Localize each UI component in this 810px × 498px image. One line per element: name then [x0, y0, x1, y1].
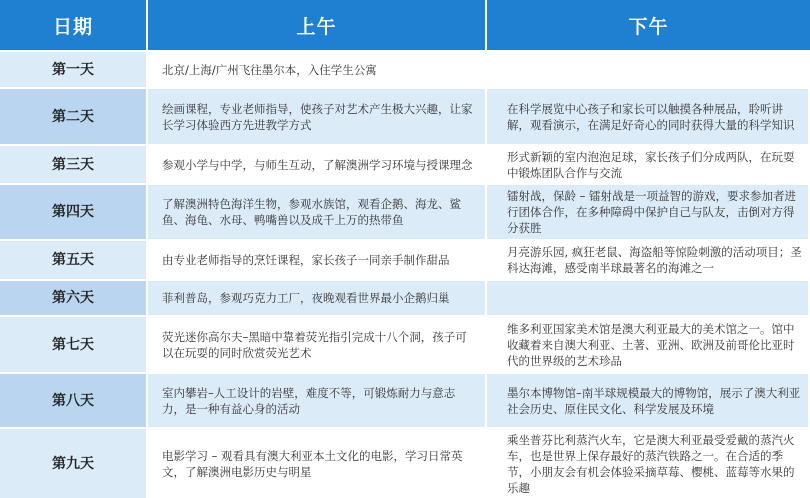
afternoon-cell: 在科学展览中心孩子和家长可以触摸各种展品，聆听讲解，观看演示，在满足好奇心的同时获得大量的科学知识: [487, 87, 810, 144]
day-cell: 第七天: [0, 315, 148, 372]
header-morning: 上午: [148, 0, 487, 50]
day-cell: 第四天: [0, 183, 148, 239]
table-row: [0, 279, 810, 315]
day-cell: 第一天: [0, 50, 148, 87]
morning-cell: 电影学习 – 观看具有澳大利亚本土文化的电影，学习日常英文，了解澳洲电影历史与明星: [148, 427, 487, 498]
table-row: [0, 315, 810, 372]
table-row: [0, 87, 810, 144]
afternoon-cell: 维多利亚国家美术馆是澳大利亚最大的美术馆之一。馆中收藏着来自澳大利亚、土著、亚洲、欧洲及前哥伦比亚时代的世界级的艺术珍品: [487, 315, 810, 372]
morning-cell: 了解澳洲特色海洋生物，参观水族馆，观看企鹅、海龙、鲨鱼、海龟、水母、鸭嘴兽以及成千上万的热带鱼: [148, 183, 487, 239]
day-cell: 第六天: [0, 279, 148, 315]
table-row: [0, 144, 810, 183]
header-date: 日期: [0, 0, 148, 50]
afternoon-cell: [487, 279, 810, 315]
table-row: [0, 183, 810, 239]
afternoon-cell: 乘坐普芬比利蒸汽火车，它是澳大利亚最受爱戴的蒸汽火车，也是世界上保存最好的蒸汽铁路之一。在合适的季节，小朋友会有机会体验采摘草莓、樱桃、蓝莓等水果的乐趣: [487, 427, 810, 498]
afternoon-cell: [487, 50, 810, 87]
table-row: [0, 239, 810, 279]
schedule-header: [0, 0, 810, 50]
table-row: [0, 427, 810, 498]
morning-cell: 室内攀岩–人工设计的岩壁，难度不等，可锻炼耐力与意志力，是一种有益心身的活动: [148, 372, 487, 427]
morning-cell: 北京/上海/广州飞往墨尔本，入住学生公寓: [148, 50, 487, 87]
day-cell: 第八天: [0, 372, 148, 427]
afternoon-cell: 形式新颖的室内泡泡足球，家长孩子们分成两队，在玩耍中锻炼团队合作与交流: [487, 144, 810, 183]
morning-cell: 绘画课程，专业老师指导，使孩子对艺术产生极大兴趣，让家长学习体验西方先进教学方式: [148, 87, 487, 144]
header-afternoon: 下午: [487, 0, 810, 50]
afternoon-cell: 月亮游乐园, 疯狂老鼠、海盗船等惊险刺激的活动项目；圣科达海滩，感受南半球最著名的海滩之一: [487, 239, 810, 279]
header-row: [0, 0, 810, 50]
morning-cell: 荧光迷你高尔夫–黑暗中靠着荧光指引完成十八个洞，孩子可以在玩耍的同时欣赏荧光艺术: [148, 315, 487, 372]
table-row: [0, 50, 810, 87]
afternoon-cell: 墨尔本博物馆–南半球规模最大的博物馆，展示了澳大利亚社会历史、原住民文化、科学发展及环境: [487, 372, 810, 427]
day-cell: 第五天: [0, 239, 148, 279]
table-row: [0, 372, 810, 427]
day-cell: 第三天: [0, 144, 148, 183]
day-cell: 第九天: [0, 427, 148, 498]
morning-cell: 参观小学与中学，与师生互动，了解澳洲学习环境与授课理念: [148, 144, 487, 183]
schedule-body: [0, 50, 810, 498]
afternoon-cell: 镭射战，保龄 – 镭射战是一项益智的游戏，要求参加者进行团体合作，在多种障碍中保护自己与队友，击倒对方得分获胜: [487, 183, 810, 239]
day-cell: 第二天: [0, 87, 148, 144]
morning-cell: 由专业老师指导的烹饪课程，家长孩子一同亲手制作甜品: [148, 239, 487, 279]
morning-cell: 菲利普岛，参观巧克力工厂，夜晚观看世界最小企鹅归巢: [148, 279, 487, 315]
